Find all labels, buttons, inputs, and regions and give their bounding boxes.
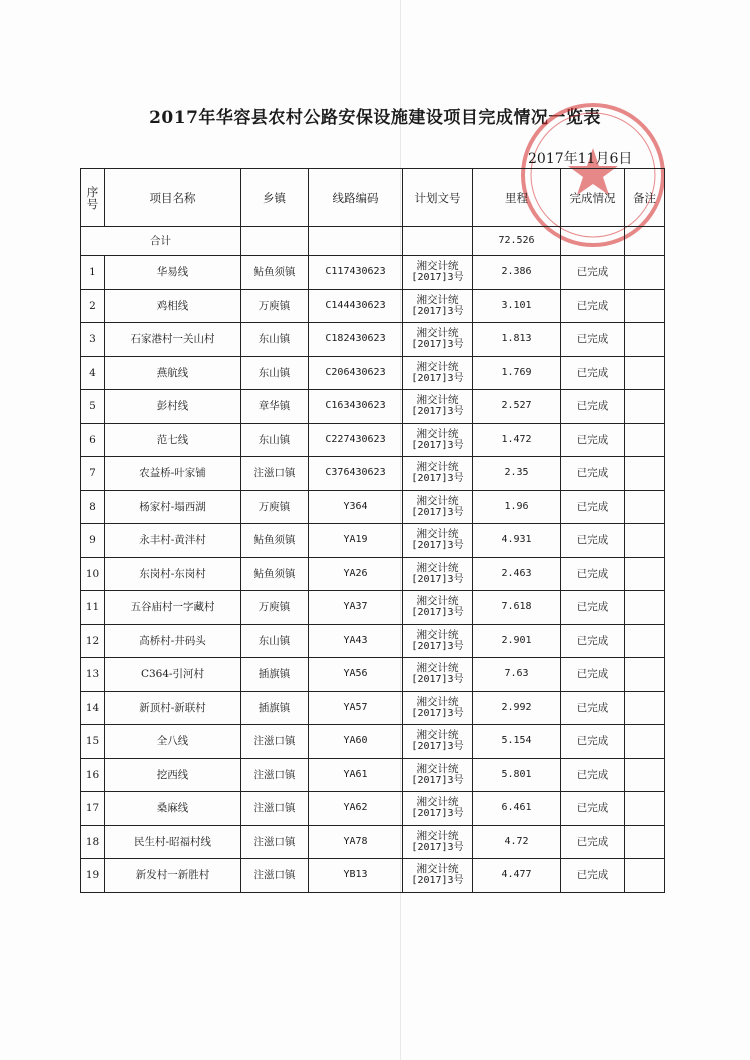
- row-town: 章华镇: [241, 390, 309, 424]
- row-remark: [625, 792, 665, 826]
- row-status: 已完成: [561, 356, 625, 390]
- row-mileage: 1.96: [473, 490, 561, 524]
- row-mileage: 4.477: [473, 859, 561, 893]
- row-name: 范七线: [105, 423, 241, 457]
- row-plan: [403, 758, 473, 792]
- row-town: 注滋口镇: [241, 825, 309, 859]
- plan-line1: 湘交计统: [416, 260, 459, 273]
- table-row: [81, 256, 665, 290]
- plan-line2: [2017]3号: [411, 774, 464, 786]
- row-code: YA19: [309, 524, 403, 558]
- header-mileage: 里程: [473, 169, 561, 227]
- row-mileage: 5.154: [473, 725, 561, 759]
- plan-line2: [2017]3号: [411, 473, 464, 485]
- plan-line1: 湘交计统: [416, 662, 459, 675]
- row-name: 石家港村一关山村: [105, 323, 241, 357]
- row-code: YA56: [309, 658, 403, 692]
- row-remark: [625, 524, 665, 558]
- table-row: [81, 457, 665, 491]
- table-row: [81, 323, 665, 357]
- plan-line1: 湘交计统: [416, 427, 459, 440]
- row-plan: [403, 624, 473, 658]
- plan-line1: 湘交计统: [416, 561, 459, 574]
- header-seq-line2: 号: [86, 196, 99, 211]
- row-status: 已完成: [561, 825, 625, 859]
- row-plan: [403, 859, 473, 893]
- row-town: 东山镇: [241, 323, 309, 357]
- plan-line1: 湘交计统: [416, 595, 459, 608]
- row-plan: [403, 256, 473, 290]
- total-status: [561, 227, 625, 256]
- row-mileage: 1.769: [473, 356, 561, 390]
- row-code: YA57: [309, 691, 403, 725]
- row-name: 桑麻线: [105, 792, 241, 826]
- total-mileage: 72.526: [473, 227, 561, 256]
- row-mileage: 1.472: [473, 423, 561, 457]
- row-code: C182430623: [309, 323, 403, 357]
- plan-line1: 湘交计统: [416, 293, 459, 306]
- row-town: 万庾镇: [241, 490, 309, 524]
- row-seq: 15: [81, 725, 105, 759]
- plan-line1: 湘交计统: [416, 796, 459, 809]
- row-seq: 17: [81, 792, 105, 826]
- row-status: 已完成: [561, 490, 625, 524]
- row-status: 已完成: [561, 423, 625, 457]
- row-remark: [625, 725, 665, 759]
- row-remark: [625, 457, 665, 491]
- row-status: 已完成: [561, 591, 625, 625]
- row-code: C227430623: [309, 423, 403, 457]
- row-status: 已完成: [561, 256, 625, 290]
- total-town: [241, 227, 309, 256]
- table-row: [81, 691, 665, 725]
- plan-line1: 湘交计统: [416, 494, 459, 507]
- row-name: 五谷庙村一字藏村: [105, 591, 241, 625]
- row-mileage: 6.461: [473, 792, 561, 826]
- row-mileage: 4.931: [473, 524, 561, 558]
- row-plan: [403, 725, 473, 759]
- row-status: 已完成: [561, 859, 625, 893]
- row-plan: [403, 423, 473, 457]
- row-mileage: 5.801: [473, 758, 561, 792]
- plan-line2: [2017]3号: [411, 875, 464, 887]
- row-plan: [403, 658, 473, 692]
- table-row: [81, 557, 665, 591]
- plan-line2: [2017]3号: [411, 640, 464, 652]
- plan-line1: 湘交计统: [416, 528, 459, 541]
- row-name: 杨家村-塌西湖: [105, 490, 241, 524]
- row-remark: [625, 624, 665, 658]
- row-plan: [403, 591, 473, 625]
- row-code: YA60: [309, 725, 403, 759]
- row-mileage: 2.35: [473, 457, 561, 491]
- row-mileage: 2.527: [473, 390, 561, 424]
- row-status: 已完成: [561, 792, 625, 826]
- row-town: 注滋口镇: [241, 457, 309, 491]
- row-name: C364-引河村: [105, 658, 241, 692]
- row-town: 插旗镇: [241, 691, 309, 725]
- row-plan: [403, 792, 473, 826]
- plan-line2: [2017]3号: [411, 406, 464, 418]
- plan-line2: [2017]3号: [411, 439, 464, 451]
- row-plan: [403, 557, 473, 591]
- table-row: [81, 792, 665, 826]
- header-status: 完成情况: [561, 169, 625, 227]
- row-town: 插旗镇: [241, 658, 309, 692]
- document-title: 2017年华容县农村公路安保设施建设项目完成情况一览表: [149, 108, 601, 128]
- row-remark: [625, 390, 665, 424]
- row-seq: 10: [81, 557, 105, 591]
- row-mileage: 2.386: [473, 256, 561, 290]
- row-name: 彭村线: [105, 390, 241, 424]
- row-code: C206430623: [309, 356, 403, 390]
- row-plan: [403, 356, 473, 390]
- table-row: [81, 859, 665, 893]
- plan-line2: [2017]3号: [411, 339, 464, 351]
- row-seq: 16: [81, 758, 105, 792]
- row-status: 已完成: [561, 323, 625, 357]
- plan-line1: 湘交计统: [416, 863, 459, 876]
- header-seq-line1: 序: [86, 184, 99, 199]
- row-status: 已完成: [561, 390, 625, 424]
- plan-line2: [2017]3号: [411, 674, 464, 686]
- row-status: 已完成: [561, 524, 625, 558]
- table-row: [81, 524, 665, 558]
- row-code: YA26: [309, 557, 403, 591]
- row-plan: [403, 490, 473, 524]
- row-code: YB13: [309, 859, 403, 893]
- row-mileage: 7.618: [473, 591, 561, 625]
- row-remark: [625, 557, 665, 591]
- plan-line1: 湘交计统: [416, 762, 459, 775]
- row-seq: 13: [81, 658, 105, 692]
- row-plan: [403, 524, 473, 558]
- row-name: 永丰村-黄泮村: [105, 524, 241, 558]
- row-name: 高桥村-井码头: [105, 624, 241, 658]
- table-row: [81, 591, 665, 625]
- row-name: 新发村一新胜村: [105, 859, 241, 893]
- plan-line1: 湘交计统: [416, 729, 459, 742]
- total-code: [309, 227, 403, 256]
- row-remark: [625, 691, 665, 725]
- row-town: 鲇鱼须镇: [241, 557, 309, 591]
- table-row: [81, 390, 665, 424]
- row-plan: [403, 691, 473, 725]
- row-town: 万庾镇: [241, 289, 309, 323]
- row-town: 鲇鱼须镇: [241, 524, 309, 558]
- plan-line1: 湘交计统: [416, 829, 459, 842]
- row-status: 已完成: [561, 758, 625, 792]
- plan-line1: 湘交计统: [416, 461, 459, 474]
- plan-line2: [2017]3号: [411, 305, 464, 317]
- row-seq: 3: [81, 323, 105, 357]
- row-code: YA37: [309, 591, 403, 625]
- row-town: 东山镇: [241, 624, 309, 658]
- row-remark: [625, 825, 665, 859]
- row-remark: [625, 758, 665, 792]
- row-status: 已完成: [561, 691, 625, 725]
- row-plan: [403, 457, 473, 491]
- plan-line1: 湘交计统: [416, 360, 459, 373]
- row-name: 鸡相线: [105, 289, 241, 323]
- plan-line2: [2017]3号: [411, 607, 464, 619]
- row-remark: [625, 490, 665, 524]
- row-seq: 4: [81, 356, 105, 390]
- plan-line2: [2017]3号: [411, 506, 464, 518]
- plan-line2: [2017]3号: [411, 741, 464, 753]
- row-mileage: 3.101: [473, 289, 561, 323]
- table-row: [81, 624, 665, 658]
- plan-line2: [2017]3号: [411, 540, 464, 552]
- row-town: 东山镇: [241, 356, 309, 390]
- row-status: 已完成: [561, 658, 625, 692]
- plan-line1: 湘交计统: [416, 394, 459, 407]
- table-row: [81, 289, 665, 323]
- table-row: [81, 658, 665, 692]
- header-name: 项目名称: [105, 169, 241, 227]
- row-mileage: 2.463: [473, 557, 561, 591]
- row-mileage: 1.813: [473, 323, 561, 357]
- plan-line2: [2017]3号: [411, 808, 464, 820]
- row-seq: 11: [81, 591, 105, 625]
- plan-line2: [2017]3号: [411, 372, 464, 384]
- row-name: 民生村-昭福村线: [105, 825, 241, 859]
- row-town: 万庾镇: [241, 591, 309, 625]
- row-plan: [403, 390, 473, 424]
- row-status: 已完成: [561, 624, 625, 658]
- header-plan: 计划文号: [403, 169, 473, 227]
- row-seq: 7: [81, 457, 105, 491]
- plan-line2: [2017]3号: [411, 272, 464, 284]
- table-row: [81, 490, 665, 524]
- row-plan: [403, 323, 473, 357]
- row-town: 鲇鱼须镇: [241, 256, 309, 290]
- row-code: YA78: [309, 825, 403, 859]
- row-code: C117430623: [309, 256, 403, 290]
- row-seq: 9: [81, 524, 105, 558]
- row-remark: [625, 658, 665, 692]
- row-status: 已完成: [561, 457, 625, 491]
- row-town: 注滋口镇: [241, 792, 309, 826]
- row-code: YA61: [309, 758, 403, 792]
- header-town: 乡镇: [241, 169, 309, 227]
- row-seq: 1: [81, 256, 105, 290]
- row-mileage: 2.992: [473, 691, 561, 725]
- plan-line2: [2017]3号: [411, 573, 464, 585]
- plan-line1: 湘交计统: [416, 327, 459, 340]
- plan-line1: 湘交计统: [416, 695, 459, 708]
- document-date: 2017年11月6日: [528, 151, 633, 167]
- row-seq: 12: [81, 624, 105, 658]
- row-plan: [403, 825, 473, 859]
- row-plan: [403, 289, 473, 323]
- header-code: 线路编码: [309, 169, 403, 227]
- row-mileage: 2.901: [473, 624, 561, 658]
- table-row: [81, 758, 665, 792]
- row-status: 已完成: [561, 725, 625, 759]
- row-mileage: 7.63: [473, 658, 561, 692]
- row-seq: 2: [81, 289, 105, 323]
- table-row: [81, 423, 665, 457]
- row-town: 注滋口镇: [241, 758, 309, 792]
- row-name: 农益桥-叶家铺: [105, 457, 241, 491]
- total-label: 合计: [81, 227, 241, 256]
- row-remark: [625, 323, 665, 357]
- row-remark: [625, 256, 665, 290]
- row-code: C163430623: [309, 390, 403, 424]
- plan-line2: [2017]3号: [411, 841, 464, 853]
- table-row: [81, 356, 665, 390]
- row-name: 东岗村-东岗村: [105, 557, 241, 591]
- row-remark: [625, 423, 665, 457]
- row-name: 挖西线: [105, 758, 241, 792]
- row-town: 注滋口镇: [241, 725, 309, 759]
- row-seq: 6: [81, 423, 105, 457]
- row-code: YA62: [309, 792, 403, 826]
- row-name: 燕航线: [105, 356, 241, 390]
- row-name: 全八线: [105, 725, 241, 759]
- table-row: [81, 725, 665, 759]
- row-name: 华易线: [105, 256, 241, 290]
- row-code: C144430623: [309, 289, 403, 323]
- header-remark: 备注: [625, 169, 665, 227]
- total-row: [81, 227, 665, 256]
- row-code: YA43: [309, 624, 403, 658]
- row-code: Y364: [309, 490, 403, 524]
- row-seq: 14: [81, 691, 105, 725]
- plan-line2: [2017]3号: [411, 707, 464, 719]
- row-status: 已完成: [561, 289, 625, 323]
- row-mileage: 4.72: [473, 825, 561, 859]
- row-seq: 18: [81, 825, 105, 859]
- table-row: [81, 825, 665, 859]
- row-remark: [625, 859, 665, 893]
- total-remark: [625, 227, 665, 256]
- total-plan: [403, 227, 473, 256]
- row-name: 新顶村-新联村: [105, 691, 241, 725]
- row-town: 注滋口镇: [241, 859, 309, 893]
- plan-line1: 湘交计统: [416, 628, 459, 641]
- row-seq: 19: [81, 859, 105, 893]
- header-seq: [81, 169, 105, 227]
- row-remark: [625, 356, 665, 390]
- row-town: 东山镇: [241, 423, 309, 457]
- row-seq: 8: [81, 490, 105, 524]
- row-seq: 5: [81, 390, 105, 424]
- row-status: 已完成: [561, 557, 625, 591]
- row-remark: [625, 591, 665, 625]
- row-code: C376430623: [309, 457, 403, 491]
- row-remark: [625, 289, 665, 323]
- project-table: [80, 168, 665, 893]
- table-header-row: [81, 169, 665, 227]
